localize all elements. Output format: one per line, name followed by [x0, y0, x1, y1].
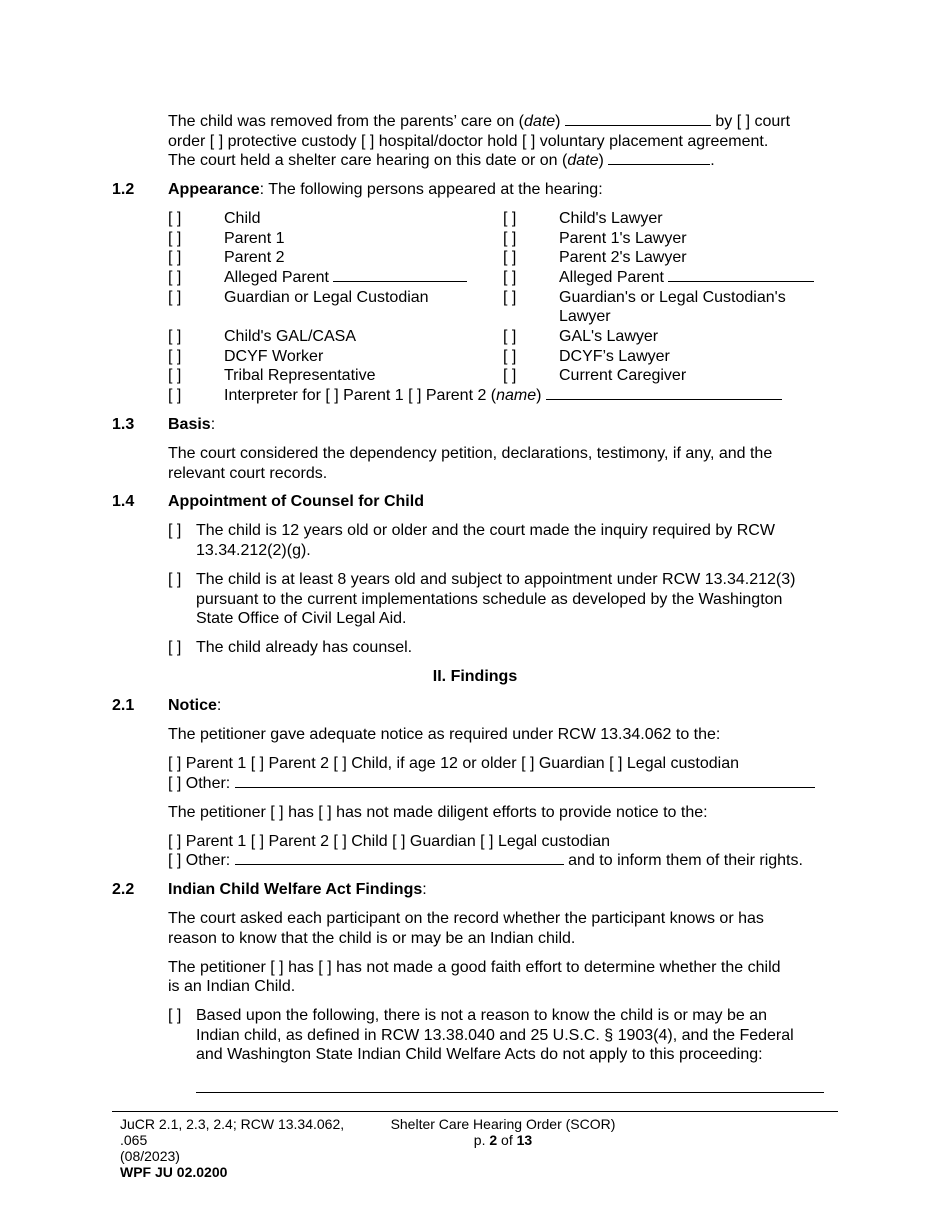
checkbox[interactable]: [ ]	[503, 249, 517, 266]
checkbox[interactable]: [ ]	[168, 571, 182, 588]
appearance-left-item: Alleged Parent	[224, 268, 467, 287]
footer-form-number: WPF JU 02.0200	[120, 1164, 228, 1180]
hearing-date-field[interactable]	[608, 151, 710, 165]
notice-heading: Notice:	[168, 697, 222, 714]
checkbox[interactable]: [ ]	[168, 210, 182, 227]
appearance-left-item: Child	[224, 210, 261, 227]
appearance-right-item: Child's Lawyer	[559, 210, 663, 227]
footer-divider	[112, 1111, 838, 1112]
appearance-right-item: Guardian's or Legal Custodian's	[559, 289, 786, 306]
appearance-right-item: Parent 1's Lawyer	[559, 230, 687, 247]
counsel-option-line: pursuant to the current implementations schedule as developed by the Washington	[196, 591, 783, 608]
section-number: 1.4	[112, 493, 135, 510]
section-number: 2.1	[112, 697, 135, 714]
appearance-heading: Appearance: The following persons appeared at the hearing:	[168, 181, 603, 198]
appearance-right-item: GAL's Lawyer	[559, 328, 659, 345]
diligent-efforts-text: The petitioner [ ] has [ ] has not made diligent efforts to provide notice to the:	[168, 804, 708, 821]
checkbox[interactable]: [ ]	[168, 328, 182, 345]
checkbox[interactable]: [ ]	[168, 367, 182, 384]
checkbox[interactable]: [ ]	[168, 387, 182, 404]
appearance-right-item: DCYF’s Lawyer	[559, 348, 670, 365]
icwa-option-line: Indian child, as defined in RCW 13.38.040 and 25 U.S.C. § 1903(4), and the Federal	[196, 1027, 794, 1044]
checkbox[interactable]: [ ]	[168, 522, 182, 539]
appearance-right-item: Current Caregiver	[559, 367, 687, 384]
basis-heading: Basis:	[168, 416, 216, 433]
appearance-left-item: Child's GAL/CASA	[224, 328, 356, 345]
footer-citation: JuCR 2.1, 2.3, 2.4; RCW 13.34.062,	[120, 1116, 345, 1132]
appearance-right-item: Lawyer	[559, 308, 611, 325]
appearance-left-item: Parent 1	[224, 230, 285, 247]
checkbox[interactable]: [ ]	[168, 230, 182, 247]
checkbox[interactable]: [ ]	[168, 348, 182, 365]
diligent-recipients-line: [ ] Parent 1 [ ] Parent 2 [ ] Child [ ] Guardian [ ] Legal custodian	[168, 833, 611, 850]
icwa-basis-field[interactable]	[196, 1092, 824, 1093]
footer-form-title: Shelter Care Hearing Order (SCOR)	[390, 1116, 616, 1132]
footer-citation: .065	[120, 1132, 148, 1148]
appearance-left-item: Guardian or Legal Custodian	[224, 289, 429, 306]
counsel-option-line: The child is 12 years old or older and the court made the inquiry required by RCW	[196, 522, 775, 539]
icwa-text-line: reason to know that the child is or may be an Indian child.	[168, 930, 576, 947]
section-number: 1.2	[112, 181, 135, 198]
icwa-text-line: The court asked each participant on the record whether the participant knows or has	[168, 910, 764, 927]
counsel-option-line: The child is at least 8 years old and subject to appointment under RCW 13.34.212(3)	[196, 571, 796, 588]
checkbox[interactable]: [ ]	[168, 639, 182, 656]
appearance-left-item: DCYF Worker	[224, 348, 324, 365]
hearing-date-line: The court held a shelter care hearing on this date or on (date) .	[168, 152, 715, 169]
notice-recipients-line: [ ] Parent 1 [ ] Parent 2 [ ] Child, if age 12 or older [ ] Guardian [ ] Legal custodian	[168, 755, 739, 772]
footer-page-number: p. 2 of 13	[473, 1132, 533, 1148]
checkbox[interactable]: [ ]	[503, 210, 517, 227]
icwa-text-line: is an Indian Child.	[168, 978, 296, 995]
icwa-option-line: Based upon the following, there is not a reason to know the child is or may be an	[196, 1007, 768, 1024]
counsel-option-line: State Office of Civil Legal Aid.	[196, 610, 407, 627]
checkbox[interactable]: [ ]	[503, 348, 517, 365]
checkbox[interactable]: [ ]	[168, 249, 182, 266]
icwa-text-line: The petitioner [ ] has [ ] has not made a good faith effort to determine whether the child	[168, 959, 781, 976]
checkbox[interactable]: [ ]	[168, 289, 182, 306]
checkbox[interactable]: [ ]	[503, 367, 517, 384]
interpreter-line: Interpreter for [ ] Parent 1 [ ] Parent 2 (name)	[224, 386, 782, 405]
removal-line-1: The child was removed from the parents’ care on (date) by [ ] court	[168, 113, 791, 130]
checkbox[interactable]: [ ]	[503, 269, 517, 286]
counsel-heading: Appointment of Counsel for Child	[168, 493, 424, 510]
counsel-option-line: 13.34.212(2)(g).	[196, 542, 311, 559]
removal-date-field[interactable]	[565, 112, 711, 126]
counsel-option-line: The child already has counsel.	[196, 639, 413, 656]
notice-other-line: [ ] Other:	[168, 774, 815, 793]
notice-other-field[interactable]	[235, 774, 815, 788]
checkbox[interactable]: [ ]	[168, 269, 182, 286]
diligent-other-line: [ ] Other: and to inform them of their rights.	[168, 852, 803, 869]
checkbox[interactable]: [ ]	[503, 289, 517, 306]
basis-text-line: The court considered the dependency petition, declarations, testimony, if any, and the	[168, 445, 773, 462]
basis-text-line: relevant court records.	[168, 465, 328, 482]
section-number: 2.2	[112, 881, 135, 898]
diligent-other-field[interactable]	[235, 851, 564, 865]
appearance-right-item: Parent 2's Lawyer	[559, 249, 687, 266]
appearance-left-item: Parent 2	[224, 249, 285, 266]
checkbox[interactable]: [ ]	[503, 328, 517, 345]
checkbox[interactable]: [ ]	[503, 230, 517, 247]
interpreter-name-field[interactable]	[546, 386, 782, 400]
removal-line-2: order [ ] protective custody [ ] hospital/doctor hold [ ] voluntary placement agreement.	[168, 133, 769, 150]
icwa-option-line: and Washington State Indian Child Welfare Acts do not apply to this proceeding:	[196, 1046, 763, 1063]
notice-text: The petitioner gave adequate notice as required under RCW 13.34.062 to the:	[168, 726, 721, 743]
footer-revision-date: (08/2023)	[120, 1148, 180, 1164]
alleged-parent-lawyer-field[interactable]	[668, 268, 814, 282]
appearance-right-item: Alleged Parent	[559, 268, 814, 287]
alleged-parent-field[interactable]	[333, 268, 467, 282]
findings-heading: II. Findings	[432, 668, 518, 685]
icwa-heading: Indian Child Welfare Act Findings:	[168, 881, 427, 898]
checkbox[interactable]: [ ]	[168, 1007, 182, 1024]
appearance-left-item: Tribal Representative	[224, 367, 376, 384]
section-number: 1.3	[112, 416, 135, 433]
